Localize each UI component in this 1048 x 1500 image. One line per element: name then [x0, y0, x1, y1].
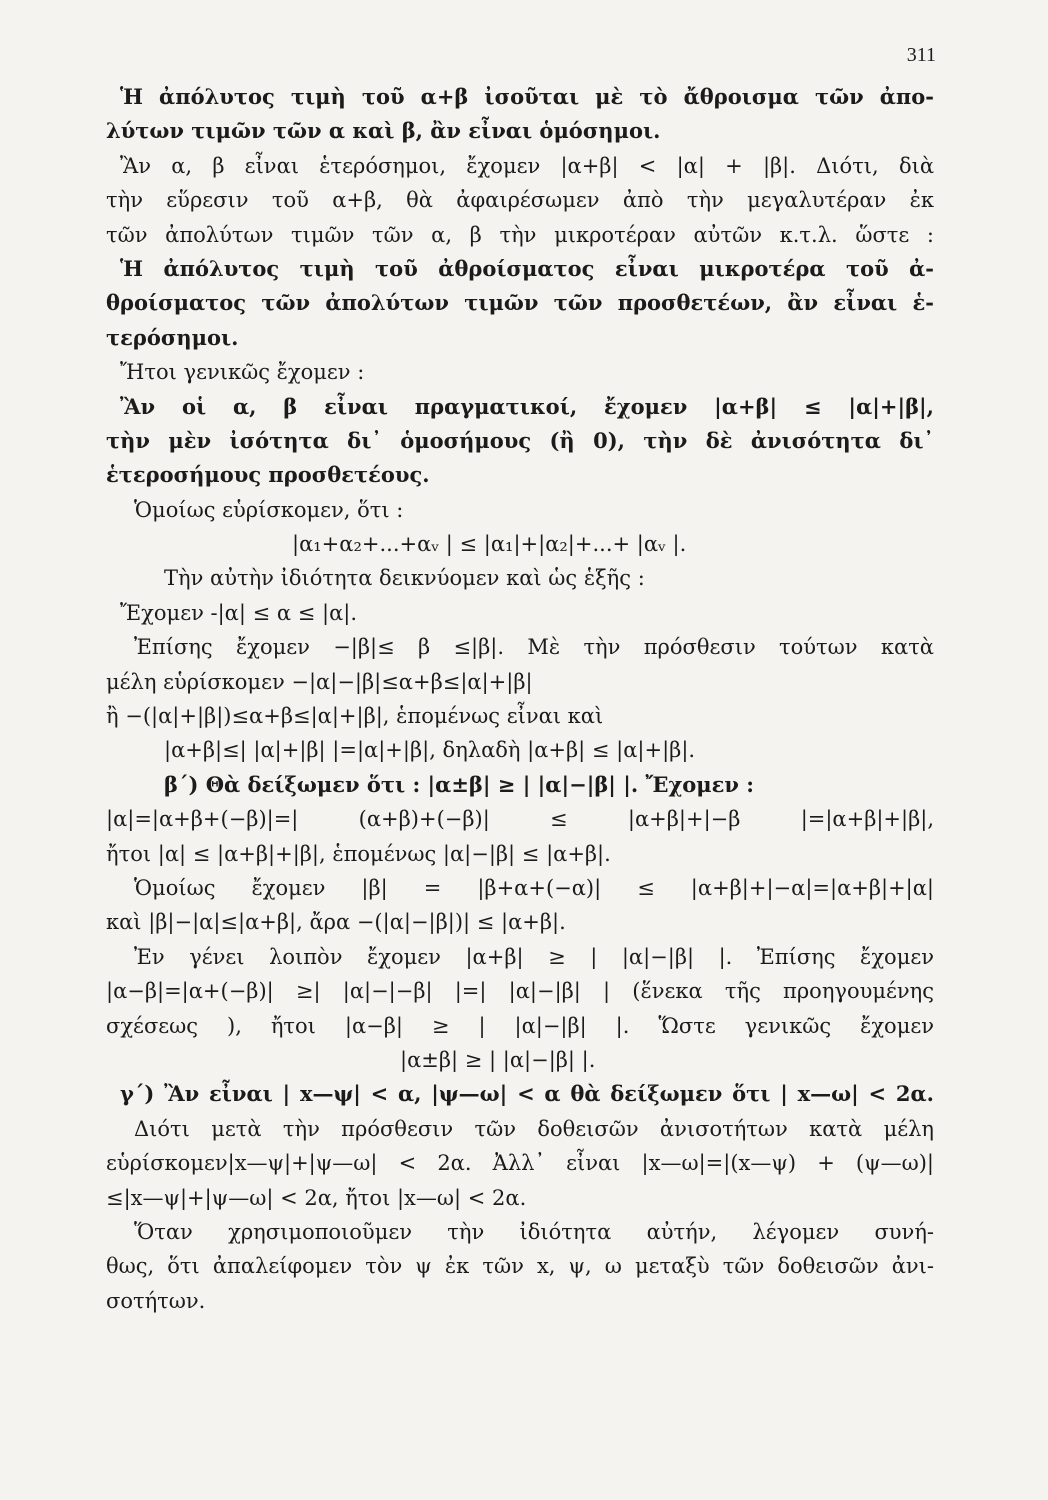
text-line: εὑρίσκομεν|x—ψ|+|ψ—ω| < 2α. Ἀλλ᾽ εἶναι |x—ω|=|(x—ψ) + (ψ—ω)|	[106, 1151, 934, 1176]
text-line: Διότι μετὰ τὴν πρόσθεσιν τῶν δοθεισῶν ἀνισοτήτων κατὰ μέλη	[134, 1116, 934, 1141]
text-line: β΄) Θὰ δείξωμεν ὅτι : |α±β| ≥ | |α|−|β| |. Ἔχομεν :	[164, 771, 755, 797]
text-line: τερόσημοι.	[106, 324, 239, 350]
text-line: |α+β|≤| |α|+|β| |=|α|+|β|, δηλαδὴ |α+β| ≤ |α|+|β|.	[164, 738, 696, 763]
text-line: μέλη εὑρίσκομεν −|α|−|β|≤α+β≤|α|+|β|	[106, 669, 533, 694]
text-line: ≤|x—ψ|+|ψ—ω| < 2α, ἤτοι |x—ω| < 2α.	[106, 1185, 527, 1210]
text-line: λύτων τιμῶν τῶν α καὶ β, ἂν εἶναι ὁμόσημοι.	[106, 118, 661, 144]
text-line: Ἂν α, β εἶναι ἑτερόσημοι, ἔχομεν |α+β| < |α| + |β|. Διότι, διὰ	[120, 153, 934, 178]
text-line: Ἡ ἀπόλυτος τιμὴ τοῦ α+β ἰσοῦται μὲ τὸ ἄθροισμα τῶν ἀπο-	[120, 84, 934, 109]
text-line: Ἔχομεν -|α| ≤ α ≤ |α|.	[120, 600, 358, 625]
text-line: Ὁμοίως εὑρίσκομεν, ὅτι :	[134, 497, 404, 522]
text-line: σχέσεως ), ἤτοι |α−β| ≥ | |α|−|β| |. Ὥστε γενικῶς ἔχομεν	[106, 1013, 934, 1038]
text-line: ἑτεροσήμους προσθετέους.	[106, 462, 430, 488]
text-line: ἤτοι |α| ≤ |α+β|+|β|, ἑπομένως |α|−|β| ≤ |α+β|.	[106, 841, 611, 866]
text-line: Ἤτοι γενικῶς ἔχομεν :	[120, 360, 365, 385]
page-number: 311	[906, 44, 936, 66]
text-line: |α±β| ≥ | |α|−|β| |.	[400, 1047, 596, 1072]
text-line: Ὅταν χρησιμοποιοῦμεν τὴν ἰδιότητα αὐτήν, λέγομεν συνή-	[134, 1219, 934, 1244]
text-line: |α|=|α+β+(−β)|=| (α+β)+(−β)| ≤ |α+β|+|−β |=|α+β|+|β|,	[106, 807, 934, 832]
text-line: τῶν ἀπολύτων τιμῶν τῶν α, β τὴν μικροτέραν αὐτῶν κ.τ.λ. ὥστε :	[106, 222, 934, 247]
page-text	[106, 80, 934, 1318]
text-line: θροίσματος τῶν ἀπολύτων τιμῶν τῶν προσθετέων, ἂν εἶναι ἑ-	[106, 290, 934, 316]
text-line: Ὁμοίως ἔχομεν |β| = |β+α+(−α)| ≤ |α+β|+|−α|=|α+β|+|α|	[134, 875, 934, 900]
text-line: Ἂν οἱ α, β εἶναι πραγματικοί, ἔχομεν |α+β| ≤ |α|+|β|,	[120, 393, 934, 419]
text-line: Ἡ ἀπόλυτος τιμὴ τοῦ ἀθροίσματος εἶναι μικροτέρα τοῦ ἀ-	[120, 255, 934, 281]
text-line: τὴν μὲν ἰσότητα δι᾽ ὁμοσήμους (ἢ 0), τὴν δὲ ἀνισότητα δι᾽	[106, 427, 934, 453]
text-line: |α−β|=|α+(−β)| ≥| |α|−|−β| |=| |α|−|β| | (ἕνεκα τῆς προηγουμένης	[106, 979, 934, 1004]
text-line: γ΄) Ἂν εἶναι | x—ψ| < α, |ψ—ω| < α θὰ δείξωμεν ὅτι | x—ω| < 2α.	[120, 1081, 934, 1107]
text-line: σοτήτων.	[106, 1288, 206, 1313]
text-line: τὴν εὕρεσιν τοῦ α+β, θὰ ἀφαιρέσωμεν ἀπὸ τὴν μεγαλυτέραν ἐκ	[106, 188, 934, 213]
text-line: ἢ −(|α|+|β|)≤α+β≤|α|+|β|, ἑπομένως εἶναι καὶ	[106, 704, 604, 729]
text-line: Ἐν γένει λοιπὸν ἔχομεν |α+β| ≥ | |α|−|β| |. Ἐπίσης ἔχομεν	[134, 944, 934, 969]
text-line: θως, ὅτι ἀπαλείφομεν τὸν ψ ἐκ τῶν x, ψ, ω μεταξὺ τῶν δοθεισῶν ἀνι-	[106, 1254, 934, 1279]
text-line: |α₁+α₂+...+αᵥ | ≤ |α₁|+|α₂|+...+ |αᵥ |.	[292, 532, 687, 557]
text-line: καὶ |β|−|α|≤|α+β|, ἄρα −(|α|−|β|)| ≤ |α+β|.	[106, 910, 566, 935]
text-line: Τὴν αὐτὴν ἰδιότητα δεικνύομεν καὶ ὡς ἑξῆς :	[164, 566, 645, 591]
text-line: Ἐπίσης ἔχομεν −|β|≤ β ≤|β|. Μὲ τὴν πρόσθεσιν τούτων κατὰ	[134, 635, 934, 660]
